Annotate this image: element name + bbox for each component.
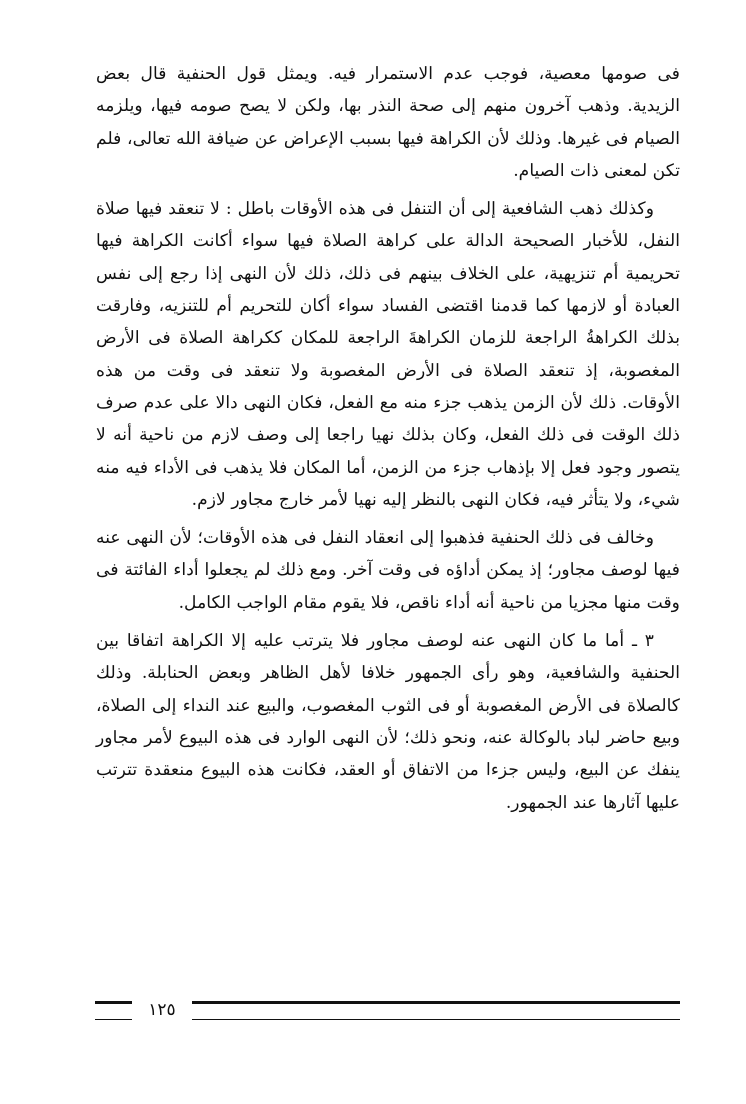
paragraph-4: ٣ ـ أما ما كان النهى عنه لوصف مجاور فلا يترتب عليه إلا الكراهة اتفاقا بين الحنفية والشافعية، وهو رأى الجمهور خلافا لأهل الظاهر وبعض الحنابلة. وذلك كالصلاة فى الأرض المغصوبة أو فى الثوب المغصوب، والبيع عند النداء إلى الصلاة، وبيع حاضر لباد بالوكالة عنه، ونحو ذلك؛ لأن النهى الوارد فى هذه البيوع لأمر مجاور ينفك عن البيع، وليس جزءا من الاتفاق أو العقد، فكانت هذه البيوع منعقدة تترتب عليها آثارها عند الجمهور. xyxy=(96,631,680,813)
paragraph-1: فى صومها معصية، فوجب عدم الاستمرار فيه. ويمثل قول الحنفية قال بعض الزيدية. وذهب آخرون منهم إلى صحة النذر بها، ولكن لا يصح صومه فيها، ويلزمه الصيام فى غيرها. وذلك لأن الكراهة فيها بسبب الإعراض عن ضيافة الله تعالى، فلم تكن لمعنى ذات الصيام. xyxy=(96,64,680,181)
body-text xyxy=(96,58,680,825)
paragraph-2: وكذلك ذهب الشافعية إلى أن التنفل فى هذه الأوقات باطل : لا تنعقد فيها صلاة النفل، للأخبار الصحيحة الدالة على كراهة الصلاة فيها سواء أكانت الكراهة فيها تحريمية أم تنزيهية، على الخلاف بينهم فى ذلك، ذلك لأن النهى إذا رجع إلى نفس العبادة أو لازمها كما قدمنا اقتضى الفساد سواء أكان للتحريم أم للتنزيه، وفارقت بذلك الكراهةُ الراجعة للزمان الكراهةَ الراجعة للمكان ككراهة الصلاة فى الأرض المغصوبة، إذ تنعقد الصلاة فى الأرض المغصوبة ولا تنعقد فى وقت من هذه الأوقات. ذلك لأن الزمن يذهب جزء منه مع الفعل، فكان النهى دالا على عدم صرف ذلك الوقت فى ذلك الفعل، وكان بذلك نهيا راجعا إلى وصف لازم من ناحية أنه لا يتصور وجود فعل إلا بإذهاب جزء من الزمن، أما المكان فلا يذهب فى الأداء فيه منه شيء، ولا يتأثر فيه، فكان النهى بالنظر إليه نهيا لأمر خارج مجاور لازم. xyxy=(96,199,680,510)
page-number: ١٢٥ xyxy=(132,1000,192,1020)
paragraph-3: وخالف فى ذلك الحنفية فذهبوا إلى انعقاد النفل فى هذه الأوقات؛ لأن النهى عنه فيها لوصف مجاور؛ إذ يمكن أداؤه فى وقت آخر. ومع ذلك لم يجعلوا أداء الفائتة فى وقت منها مجزيا من ناحية أنه أداء ناقص، فلا يقوم مقام الواجب الكامل. xyxy=(96,528,680,613)
